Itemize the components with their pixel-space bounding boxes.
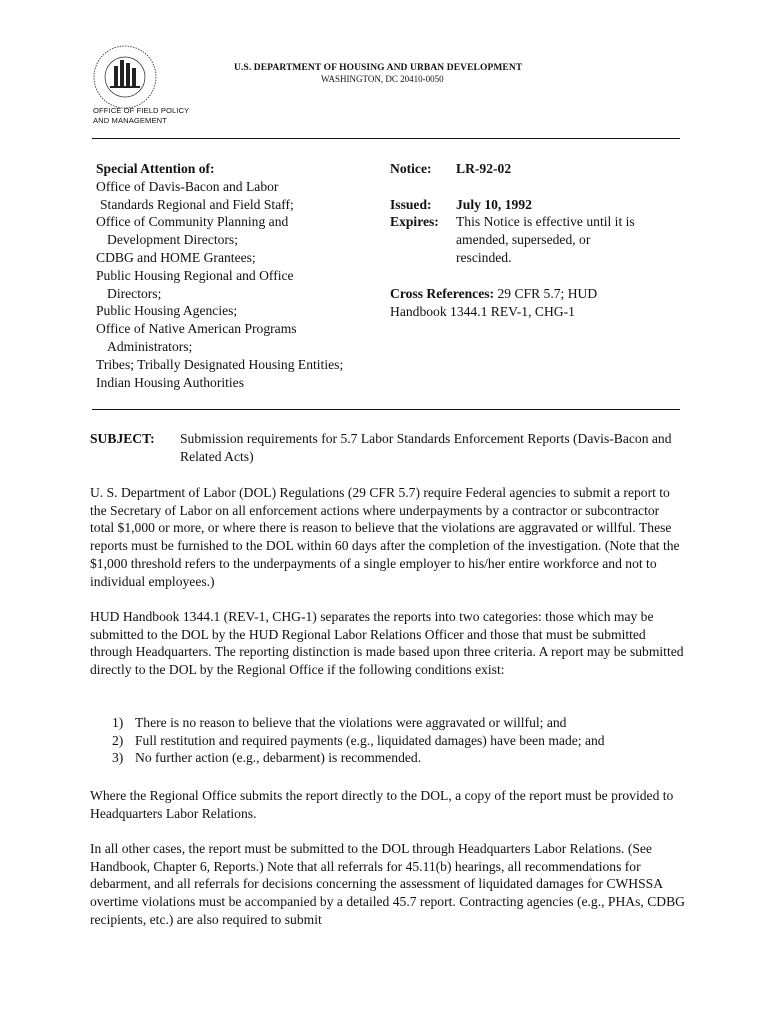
list-item — [90, 749, 680, 767]
expires-text: rescinded. — [456, 249, 512, 265]
attention-line: Administrators; — [107, 338, 193, 354]
paragraph-text: U. S. Department of Labor (DOL) Regulations (29 CFR 5.7) require Federal agencies to submit a report to the Secretary of Labor on all enforcement actions where underpayments by a contractor or subcontractor total $1,000 or more, or where there is reason to believe that the violations are aggravated or willful. These reports must be furnished to the DOL within 60 days after the completion of the investigation. (Note that the $1,000 threshold refers to the underpayments of a single employer to his/her entire workforce and not to individual employees.) — [90, 485, 680, 589]
expires-row-cont — [390, 249, 635, 267]
expires-row — [390, 213, 635, 231]
list-text: There is no reason to believe that the violations were aggravated or willful; and — [135, 715, 567, 730]
notice-number: LR-92-02 — [456, 161, 512, 176]
notice-block — [390, 160, 635, 267]
attention-line: Tribes; Tribally Designated Housing Entities; — [96, 356, 344, 372]
list-number: 2) — [112, 732, 124, 748]
list-number: 3) — [112, 750, 124, 766]
office-name: OFFICE OF FIELD POLICY AND MANAGEMENT — [93, 106, 190, 125]
issued-date: July 10, 1992 — [456, 196, 532, 212]
paragraph-text: In all other cases, the report must be submitted to the DOL through Headquarters Labor Relations. (See Handbook, Chapter 6, Reports.) Note that all referrals for 45.11(b) hearings, all recommendations for debarment, and all referrals for decisions concerning the assessment of liquidated damages for CWHSSA overtime violations must be accompanied by a detailed 45.7 report. Contracting agencies (e.g., PHAs, CDBG recipients, etc.) are also required to submit — [90, 841, 685, 927]
paragraph-text: HUD Handbook 1344.1 (REV-1, CHG-1) separates the reports into two categories: those which may be submitted to the DOL by the HUD Regional Labor Relations Officer and those that must be submitted through Headquarters. The reporting distinction is made based upon three criteria. A report may be submitted directly to the DOL by the Regional Office if the following conditions exist: — [90, 609, 684, 678]
attention-line: Office of Community Planning and — [96, 214, 289, 230]
middle-divider — [92, 409, 680, 410]
conditions-list — [90, 714, 680, 767]
body-paragraph-4 — [90, 840, 686, 929]
attention-line: Standards Regional and Field Staff; — [100, 196, 294, 212]
expires-row-cont — [390, 231, 635, 249]
xref-text: 29 CFR 5.7; HUD — [497, 286, 598, 301]
special-attention-block — [96, 160, 343, 391]
list-item — [90, 714, 680, 732]
body-paragraph-3 — [90, 787, 686, 822]
list-text: No further action (e.g., debarment) is recommended. — [135, 750, 422, 766]
attention-line: Development Directors; — [107, 232, 238, 248]
attention-line: Office of Davis-Bacon and Labor — [96, 178, 279, 194]
attention-line: CDBG and HOME Grantees; — [96, 249, 256, 265]
attention-line: Public Housing Regional and Office — [96, 267, 294, 283]
expires-indent — [390, 231, 456, 249]
list-item — [90, 732, 680, 750]
notice-label: Notice: — [390, 161, 432, 176]
cross-references — [390, 285, 597, 321]
body-paragraph-2 — [90, 608, 686, 679]
issued-label: Issued: — [390, 196, 432, 212]
department-name: U.S. DEPARTMENT OF HOUSING AND URBAN DEVELOPMENT — [234, 63, 523, 73]
list-number: 1) — [112, 715, 124, 730]
expires-label: Expires: — [390, 214, 439, 230]
notice-spacer — [390, 178, 635, 196]
top-divider — [92, 138, 680, 139]
paragraph-text: Where the Regional Office submits the report directly to the DOL, a copy of the report must be provided to Headquarters Labor Relations. — [90, 788, 674, 821]
attention-line: Indian Housing Authorities — [96, 374, 245, 390]
attention-line: Directors; — [107, 285, 162, 301]
attention-line: Office of Native American Programs — [96, 321, 297, 337]
hud-seal-logo — [92, 44, 158, 110]
expires-text: This Notice is effective until it is — [456, 214, 635, 230]
expires-indent — [390, 249, 456, 267]
xref-label: Cross References: — [390, 286, 495, 301]
issued-row — [390, 196, 635, 214]
list-text: Full restitution and required payments (e.g., liquidated damages) have been made; and — [135, 732, 605, 748]
department-address: WASHINGTON, DC 20410-0050 — [321, 74, 444, 84]
subject-block — [90, 430, 680, 466]
subject-label: SUBJECT: — [90, 431, 155, 446]
notice-row — [390, 160, 635, 178]
xref-text: Handbook 1344.1 REV-1, CHG-1 — [390, 303, 575, 319]
body-paragraph-1 — [90, 484, 686, 590]
attention-line: Public Housing Agencies; — [96, 303, 238, 319]
attention-heading: Special Attention of: — [96, 161, 215, 176]
expires-text: amended, superseded, or — [456, 232, 591, 248]
subject-text: Submission requirements for 5.7 Labor Standards Enforcement Reports (Davis-Bacon and Related Acts) — [180, 431, 672, 464]
